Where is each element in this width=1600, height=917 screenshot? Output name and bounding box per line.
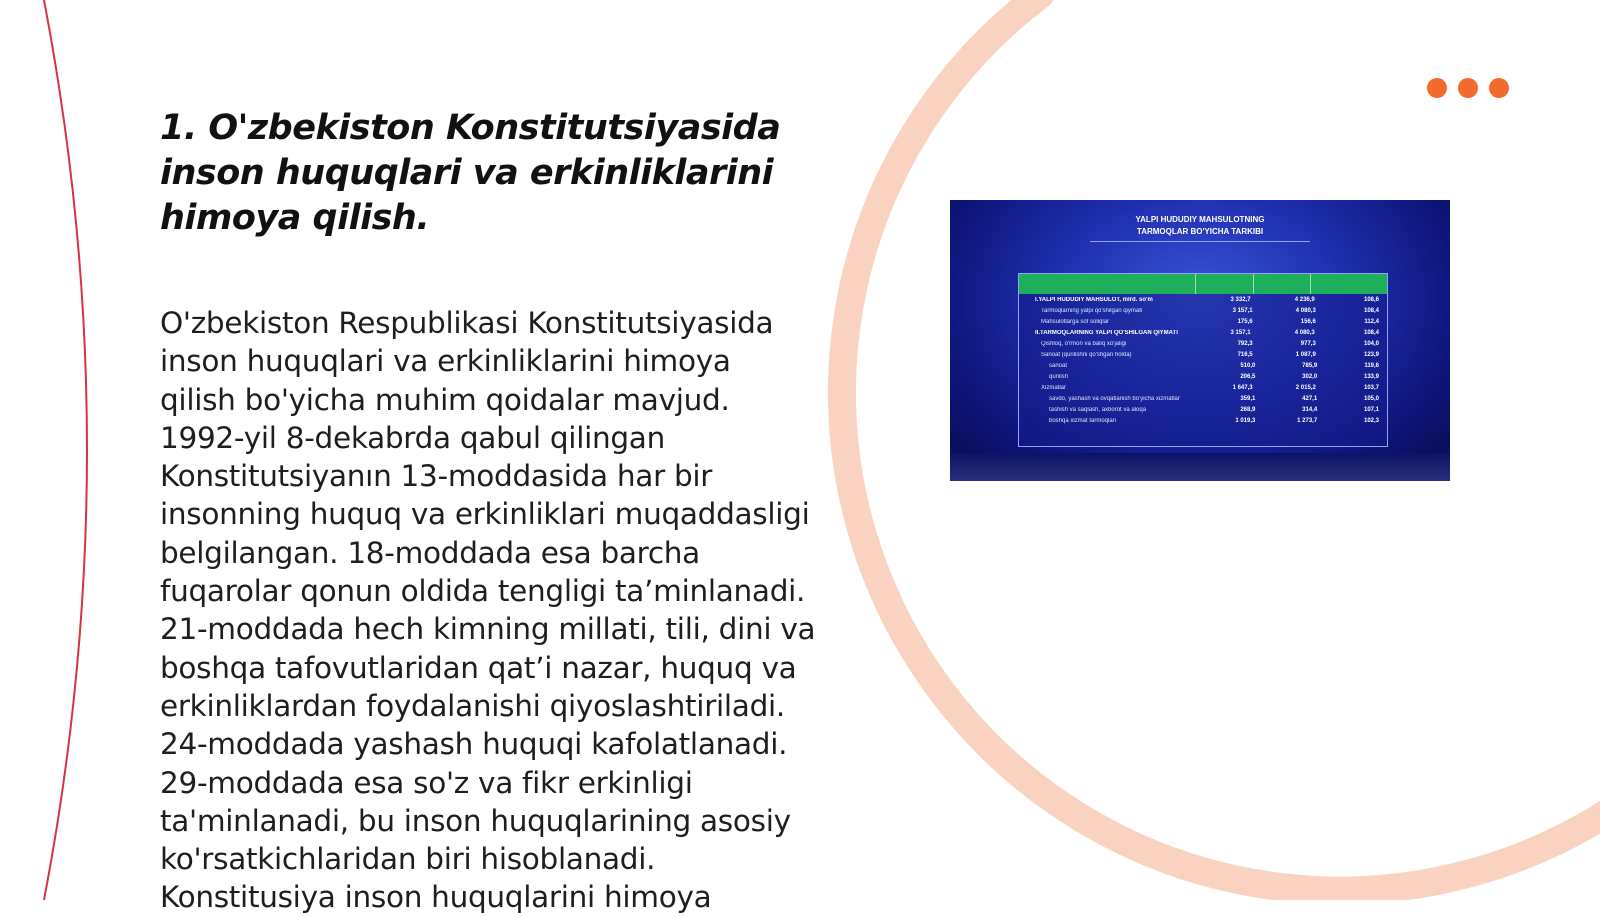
row-value: 119,6 — [1364, 362, 1379, 369]
left-accent-line — [44, 0, 87, 900]
menu-dots-icon — [1427, 78, 1509, 98]
row-value: 1 019,3 — [1235, 417, 1256, 424]
body-line: Konstitusiya inson huquqlarini himoya — [160, 880, 712, 915]
table-rows — [1019, 294, 1387, 426]
body-text — [160, 304, 850, 917]
body-line: ko'rsatkichlaridan biri hisoblanadi. — [160, 842, 656, 877]
row-label: Sanoat (qurilishni qo'shgan holda) — [1041, 351, 1132, 358]
row-value: 3 157,1 — [1232, 307, 1253, 314]
row-value: 108,6 — [1364, 296, 1380, 303]
row-label: Xizmatlar — [1041, 384, 1067, 391]
row-value: 427,1 — [1302, 395, 1318, 402]
body-line: 21-moddada hech kimning millati, tili, dini va — [160, 612, 816, 647]
table-row — [1019, 404, 1387, 415]
row-value: 977,3 — [1300, 340, 1316, 347]
row-value: 104,0 — [1364, 340, 1380, 347]
row-value: 510,0 — [1240, 362, 1256, 369]
body-line: insonning huquq va erkinliklari muqaddasligi — [160, 497, 810, 532]
body-line: inson huquqlari va erkinliklarini himoya — [160, 344, 731, 379]
caption-line-1: YALPI HUDUDIY MAHSULOTNING — [1135, 215, 1265, 224]
row-value: 105,0 — [1363, 395, 1379, 402]
table-row — [1019, 349, 1387, 360]
table-row — [1019, 393, 1387, 404]
row-value: 156,6 — [1300, 318, 1316, 325]
photo-caption — [950, 214, 1450, 238]
table-row — [1019, 371, 1387, 382]
row-value: 1 087,9 — [1295, 351, 1316, 358]
table-row — [1019, 415, 1387, 426]
row-value: 716,5 — [1237, 351, 1253, 358]
photo-bottom-strip — [950, 453, 1450, 481]
caption-underline — [1090, 241, 1310, 242]
row-label: qurilish — [1049, 373, 1069, 380]
row-value: 359,1 — [1240, 395, 1256, 402]
table-row — [1019, 338, 1387, 349]
row-value: 302,0 — [1302, 373, 1318, 380]
body-line: Konstitutsiyanın 13-moddasida har bir — [160, 459, 713, 494]
row-value: 4 080,3 — [1294, 329, 1315, 336]
body-line: belgilangan. 18-moddada esa barcha — [160, 535, 700, 570]
table-row — [1019, 382, 1387, 393]
row-value: 268,9 — [1240, 406, 1256, 413]
photo-table — [1018, 273, 1388, 447]
row-value: 103,7 — [1364, 384, 1380, 391]
row-value: 4 236,9 — [1294, 296, 1315, 303]
dot — [1458, 78, 1478, 98]
body-line: fuqarolar qonun oldida tengligi ta’minlanadi. — [160, 574, 806, 609]
table-row — [1019, 305, 1387, 316]
row-label: II.TARMOQLARNING YALPI QO'SHILGAN QIYMATI — [1035, 329, 1178, 336]
table-row — [1019, 294, 1387, 305]
row-value: 1 273,7 — [1297, 417, 1318, 424]
table-row — [1019, 316, 1387, 327]
row-value: 2 015,2 — [1295, 384, 1316, 391]
row-value: 123,9 — [1364, 351, 1380, 358]
row-label: Tarmoqlarning yalpi qo'shilgan qiymati — [1041, 307, 1143, 314]
table-row — [1019, 327, 1387, 338]
row-label: savdo, yashash va ovqatlanish bo'yicha xizmatlar — [1049, 395, 1180, 402]
row-value: 108,4 — [1364, 307, 1380, 314]
row-label: sanoat — [1049, 362, 1068, 369]
row-label: Mahsulotlarga sof soliqlar — [1041, 318, 1110, 325]
row-value: 792,3 — [1237, 340, 1253, 347]
row-label: I.YALPI HUDUDIY MAHSULOT, mlrd. so'm — [1035, 296, 1153, 303]
body-line: 29-moddada esa so'z va fikr erkinligi — [160, 765, 693, 800]
row-label: boshqa xizmat tarmoqlari — [1049, 417, 1117, 424]
slide-title: 1. O'zbekiston Konstitutsiyasida inson huquqlari va erkinliklarini himoya qilish. — [160, 108, 781, 238]
body-line: boshqa tafovutlaridan qat’i nazar, huquq va — [160, 650, 797, 685]
body-line: O'zbekiston Respublikasi Konstitutsiyasida — [160, 306, 774, 340]
row-value: 102,3 — [1363, 417, 1379, 424]
row-value: 4 080,3 — [1295, 307, 1316, 314]
row-value: 112,4 — [1364, 318, 1380, 325]
gdp-table-photo — [950, 200, 1450, 481]
body-line: erkinliklardan foydalanishi qiyoslashtiriladi. — [160, 688, 785, 723]
caption-line-2: TARMOQLAR BO'YICHA TARKIBI — [1136, 227, 1264, 236]
dot — [1489, 78, 1509, 98]
row-label: Qishloq, o'rmon va baliq xo'jaligi — [1041, 340, 1127, 347]
body-line: ta'minlanadi, bu inson huquqlarining asosiy — [160, 803, 791, 838]
dot — [1427, 78, 1447, 98]
row-value: 133,9 — [1363, 373, 1379, 380]
body-line: 24-moddada yashash huquqi kafolatlanadi. — [160, 727, 788, 762]
table-row — [1019, 360, 1387, 371]
row-value: 108,4 — [1364, 329, 1380, 336]
row-value: 107,1 — [1363, 406, 1379, 413]
row-value: 3 157,1 — [1230, 329, 1251, 336]
row-value: 1 647,3 — [1232, 384, 1253, 391]
row-value: 785,9 — [1302, 362, 1318, 369]
row-value: 206,5 — [1240, 373, 1256, 380]
row-value: 175,6 — [1237, 318, 1253, 325]
row-value: 314,4 — [1302, 406, 1318, 413]
table-header — [1019, 274, 1387, 294]
row-value: 3 332,7 — [1230, 296, 1251, 303]
body-line: 1992-yil 8-dekabrda qabul qilingan — [160, 420, 665, 455]
body-line: qilish bo'yicha muhim qoidalar mavjud. — [160, 382, 730, 417]
row-label: tashish va saqlash, axborot va aloqa — [1049, 406, 1147, 413]
